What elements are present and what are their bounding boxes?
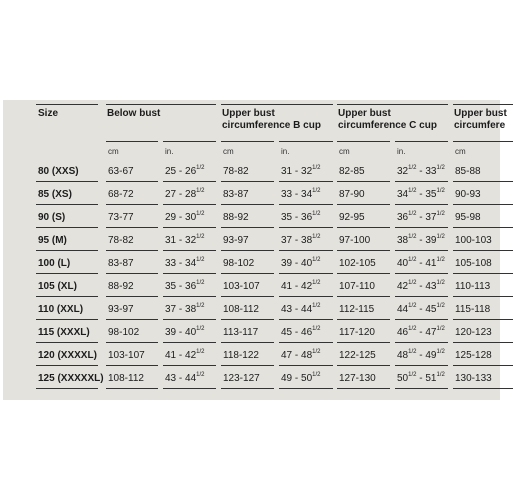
row-rule bbox=[337, 204, 390, 205]
upper-bust-c-in-cell: $44^{1/2} - 45^{1/2}$ bbox=[397, 303, 445, 315]
table-row bbox=[3, 229, 500, 251]
unit-rule bbox=[163, 141, 216, 142]
table-row bbox=[3, 206, 500, 228]
row-rule bbox=[337, 181, 390, 182]
row-rule bbox=[221, 204, 274, 205]
below-bust-cm-cell: 103-107 bbox=[108, 350, 145, 361]
size-cell: 125 (XXXXXL) bbox=[38, 373, 104, 384]
row-rule bbox=[453, 296, 513, 297]
row-rule bbox=[36, 273, 98, 274]
row-rule bbox=[36, 181, 98, 182]
table-row bbox=[3, 160, 500, 182]
row-rule bbox=[36, 296, 98, 297]
row-rule bbox=[279, 365, 333, 366]
row-rule bbox=[279, 342, 333, 343]
upper-bust-b-cm-cell: 98-102 bbox=[223, 258, 255, 269]
upper-bust-c-cm-cell: 112-115 bbox=[339, 304, 375, 315]
table-row bbox=[3, 321, 500, 343]
row-rule bbox=[163, 273, 216, 274]
row-rule bbox=[36, 365, 98, 366]
below-bust-in-cell: $43 - 44^{1/2}$ bbox=[165, 372, 205, 384]
row-rule bbox=[395, 319, 448, 320]
row-rule bbox=[106, 388, 158, 389]
row-rule bbox=[221, 296, 274, 297]
below-bust-cm-cell: 88-92 bbox=[108, 281, 134, 292]
upper-bust-next-line2: circumfere bbox=[454, 120, 506, 131]
row-rule bbox=[395, 227, 448, 228]
below-bust-in-cell: $29 - 30^{1/2}$ bbox=[165, 211, 205, 223]
row-rule bbox=[395, 181, 448, 182]
below-bust-cm-cell: 63-67 bbox=[108, 166, 134, 177]
size-cell: 105 (XL) bbox=[38, 281, 77, 292]
unit-rule bbox=[279, 141, 333, 142]
row-rule bbox=[337, 250, 390, 251]
row-rule bbox=[337, 296, 390, 297]
below-bust-in-cell: $27 - 28^{1/2}$ bbox=[165, 188, 205, 200]
row-rule bbox=[163, 365, 216, 366]
row-rule bbox=[163, 204, 216, 205]
row-rule bbox=[36, 319, 98, 320]
upper-bust-c-cm-cell: 97-100 bbox=[339, 235, 371, 246]
row-rule bbox=[279, 227, 333, 228]
table-row bbox=[3, 183, 500, 205]
upper-bust-c-line1: Upper bust bbox=[338, 108, 391, 119]
upper-bust-b-cm-cell: 78-82 bbox=[223, 166, 249, 177]
below-bust-cm-cell: 93-97 bbox=[108, 304, 134, 315]
below-bust-in-cell: $37 - 38^{1/2}$ bbox=[165, 303, 205, 315]
upper-bust-b-in-cell: $37 - 38^{1/2}$ bbox=[281, 234, 321, 246]
unit-cm: cm bbox=[339, 147, 350, 156]
upper-bust-c-cm-cell: 82-85 bbox=[339, 166, 365, 177]
row-rule bbox=[279, 319, 333, 320]
size-chart-sheet bbox=[3, 100, 507, 400]
below-bust-cm-cell: 68-72 bbox=[108, 189, 134, 200]
row-rule bbox=[163, 342, 216, 343]
upper-bust-b-cm-cell: 93-97 bbox=[223, 235, 249, 246]
row-rule bbox=[106, 273, 158, 274]
row-rule bbox=[106, 342, 158, 343]
row-rule bbox=[36, 342, 98, 343]
unit-rule bbox=[106, 141, 158, 142]
row-rule bbox=[106, 365, 158, 366]
row-rule bbox=[395, 204, 448, 205]
row-rule bbox=[279, 388, 333, 389]
below-bust-in-cell: $35 - 36^{1/2}$ bbox=[165, 280, 205, 292]
row-rule bbox=[279, 250, 333, 251]
rule bbox=[221, 104, 333, 105]
row-rule bbox=[163, 181, 216, 182]
row-rule bbox=[395, 388, 448, 389]
below-bust-in-cell: $33 - 34^{1/2}$ bbox=[165, 257, 205, 269]
row-rule bbox=[221, 388, 274, 389]
row-rule bbox=[163, 250, 216, 251]
below-bust-label: Below bust bbox=[107, 108, 161, 119]
rule bbox=[453, 104, 513, 105]
row-rule bbox=[221, 250, 274, 251]
row-rule bbox=[106, 181, 158, 182]
upper-bust-next-cm-cell: 115-118 bbox=[455, 304, 491, 315]
upper-bust-c-cm-cell: 87-90 bbox=[339, 189, 365, 200]
table-row bbox=[3, 252, 500, 274]
row-rule bbox=[395, 365, 448, 366]
row-rule bbox=[337, 342, 390, 343]
upper-bust-b-in-cell: $41 - 42^{1/2}$ bbox=[281, 280, 321, 292]
row-rule bbox=[453, 342, 513, 343]
size-cell: 115 (XXXL) bbox=[38, 327, 90, 338]
unit-cm: cm bbox=[223, 147, 234, 156]
row-rule bbox=[106, 319, 158, 320]
row-rule bbox=[279, 181, 333, 182]
row-rule bbox=[337, 273, 390, 274]
row-rule bbox=[453, 204, 513, 205]
upper-bust-b-cm-cell: 83-87 bbox=[223, 189, 249, 200]
row-rule bbox=[453, 319, 513, 320]
upper-bust-next-cm-cell: 85-88 bbox=[455, 166, 481, 177]
below-bust-cm-cell: 78-82 bbox=[108, 235, 134, 246]
upper-bust-c-in-cell: $50^{1/2} - 51^{1/2}$ bbox=[397, 372, 445, 384]
row-rule bbox=[395, 296, 448, 297]
upper-bust-c-cm-cell: 107-110 bbox=[339, 281, 375, 292]
upper-bust-b-in-cell: $49 - 50^{1/2}$ bbox=[281, 372, 321, 384]
unit-in: in. bbox=[165, 147, 174, 156]
upper-bust-c-in-cell: $48^{1/2} - 49^{1/2}$ bbox=[397, 349, 445, 361]
upper-bust-b-in-cell: $35 - 36^{1/2}$ bbox=[281, 211, 321, 223]
row-rule bbox=[163, 296, 216, 297]
row-rule bbox=[453, 181, 513, 182]
row-rule bbox=[453, 388, 513, 389]
below-bust-cm-cell: 98-102 bbox=[108, 327, 140, 338]
upper-bust-next-cm-cell: 125-128 bbox=[455, 350, 492, 361]
upper-bust-b-in-cell: $47 - 48^{1/2}$ bbox=[281, 349, 321, 361]
row-rule bbox=[36, 227, 98, 228]
upper-bust-next-cm-cell: 110-113 bbox=[455, 281, 491, 292]
upper-bust-b-cm-cell: 113-117 bbox=[223, 327, 259, 338]
below-bust-in-cell: $39 - 40^{1/2}$ bbox=[165, 326, 205, 338]
row-rule bbox=[453, 250, 513, 251]
unit-in: in. bbox=[281, 147, 290, 156]
row-rule bbox=[337, 365, 390, 366]
size-cell: 120 (XXXXL) bbox=[38, 350, 97, 361]
table-row bbox=[3, 275, 500, 297]
size-header: Size bbox=[38, 108, 59, 119]
row-rule bbox=[395, 250, 448, 251]
upper-bust-next-cm-cell: 100-103 bbox=[455, 235, 492, 246]
below-bust-cm-cell: 108-112 bbox=[108, 373, 144, 384]
row-rule bbox=[395, 342, 448, 343]
unit-cm: cm bbox=[455, 147, 466, 156]
upper-bust-c-cm-cell: 92-95 bbox=[339, 212, 365, 223]
upper-bust-next-line1: Upper bust bbox=[454, 108, 507, 119]
upper-bust-b-line2: circumference B cup bbox=[222, 120, 321, 131]
row-rule bbox=[163, 227, 216, 228]
upper-bust-c-in-cell: $32^{1/2} - 33^{1/2}$ bbox=[397, 165, 445, 177]
rule bbox=[36, 104, 98, 105]
upper-bust-b-in-cell: $33 - 34^{1/2}$ bbox=[281, 188, 321, 200]
upper-bust-b-cm-cell: 123-127 bbox=[223, 373, 260, 384]
row-rule bbox=[453, 273, 513, 274]
row-rule bbox=[36, 204, 98, 205]
row-rule bbox=[337, 388, 390, 389]
row-rule bbox=[221, 319, 274, 320]
unit-cm: cm bbox=[108, 147, 119, 156]
upper-bust-b-cm-cell: 108-112 bbox=[223, 304, 259, 315]
row-rule bbox=[221, 181, 274, 182]
table-row bbox=[3, 344, 500, 366]
upper-bust-c-line2: circumference C cup bbox=[338, 120, 437, 131]
upper-bust-b-line1: Upper bust bbox=[222, 108, 275, 119]
row-rule bbox=[221, 273, 274, 274]
upper-bust-c-in-cell: $36^{1/2} - 37^{1/2}$ bbox=[397, 211, 445, 223]
size-cell: 80 (XXS) bbox=[38, 166, 79, 177]
row-rule bbox=[221, 342, 274, 343]
size-cell: 85 (XS) bbox=[38, 189, 72, 200]
upper-bust-c-in-cell: $40^{1/2} - 41^{1/2}$ bbox=[397, 257, 445, 269]
unit-rule bbox=[337, 141, 390, 142]
row-rule bbox=[163, 388, 216, 389]
row-rule bbox=[337, 319, 390, 320]
upper-bust-c-in-cell: $34^{1/2} - 35^{1/2}$ bbox=[397, 188, 445, 200]
upper-bust-c-cm-cell: 122-125 bbox=[339, 350, 376, 361]
rule bbox=[106, 104, 216, 105]
upper-bust-c-cm-cell: 102-105 bbox=[339, 258, 376, 269]
upper-bust-b-cm-cell: 103-107 bbox=[223, 281, 260, 292]
upper-bust-b-in-cell: $39 - 40^{1/2}$ bbox=[281, 257, 321, 269]
below-bust-in-cell: $25 - 26^{1/2}$ bbox=[165, 165, 205, 177]
row-rule bbox=[395, 273, 448, 274]
upper-bust-c-in-cell: $46^{1/2} - 47^{1/2}$ bbox=[397, 326, 445, 338]
unit-rule bbox=[221, 141, 274, 142]
upper-bust-next-cm-cell: 130-133 bbox=[455, 373, 492, 384]
upper-bust-b-cm-cell: 118-122 bbox=[223, 350, 259, 361]
unit-rule bbox=[453, 141, 513, 142]
row-rule bbox=[36, 250, 98, 251]
row-rule bbox=[221, 365, 274, 366]
row-rule bbox=[36, 388, 98, 389]
size-cell: 90 (S) bbox=[38, 212, 66, 223]
upper-bust-c-cm-cell: 117-120 bbox=[339, 327, 375, 338]
row-rule bbox=[279, 204, 333, 205]
upper-bust-b-in-cell: $31 - 32^{1/2}$ bbox=[281, 165, 321, 177]
upper-bust-c-in-cell: $38^{1/2} - 39^{1/2}$ bbox=[397, 234, 445, 246]
upper-bust-next-cm-cell: 90-93 bbox=[455, 189, 481, 200]
row-rule bbox=[453, 227, 513, 228]
size-cell: 100 (L) bbox=[38, 258, 71, 269]
row-rule bbox=[106, 204, 158, 205]
below-bust-cm-cell: 73-77 bbox=[108, 212, 134, 223]
row-rule bbox=[106, 250, 158, 251]
row-rule bbox=[221, 227, 274, 228]
upper-bust-b-in-cell: $43 - 44^{1/2}$ bbox=[281, 303, 321, 315]
upper-bust-next-cm-cell: 105-108 bbox=[455, 258, 492, 269]
row-rule bbox=[279, 296, 333, 297]
below-bust-in-cell: $31 - 32^{1/2}$ bbox=[165, 234, 205, 246]
row-rule bbox=[163, 319, 216, 320]
below-bust-in-cell: $41 - 42^{1/2}$ bbox=[165, 349, 205, 361]
upper-bust-b-in-cell: $45 - 46^{1/2}$ bbox=[281, 326, 321, 338]
row-rule bbox=[453, 365, 513, 366]
size-cell: 110 (XXL) bbox=[38, 304, 84, 315]
upper-bust-next-cm-cell: 120-123 bbox=[455, 327, 492, 338]
below-bust-cm-cell: 83-87 bbox=[108, 258, 134, 269]
row-rule bbox=[337, 227, 390, 228]
size-cell: 95 (M) bbox=[38, 235, 67, 246]
upper-bust-c-cm-cell: 127-130 bbox=[339, 373, 376, 384]
unit-in: in. bbox=[397, 147, 406, 156]
row-rule bbox=[106, 296, 158, 297]
upper-bust-next-cm-cell: 95-98 bbox=[455, 212, 481, 223]
table-row bbox=[3, 298, 500, 320]
rule bbox=[337, 104, 448, 105]
row-rule bbox=[279, 273, 333, 274]
table-row bbox=[3, 367, 500, 389]
row-rule bbox=[106, 227, 158, 228]
upper-bust-c-in-cell: $42^{1/2} - 43^{1/2}$ bbox=[397, 280, 445, 292]
unit-rule bbox=[395, 141, 448, 142]
upper-bust-b-cm-cell: 88-92 bbox=[223, 212, 249, 223]
